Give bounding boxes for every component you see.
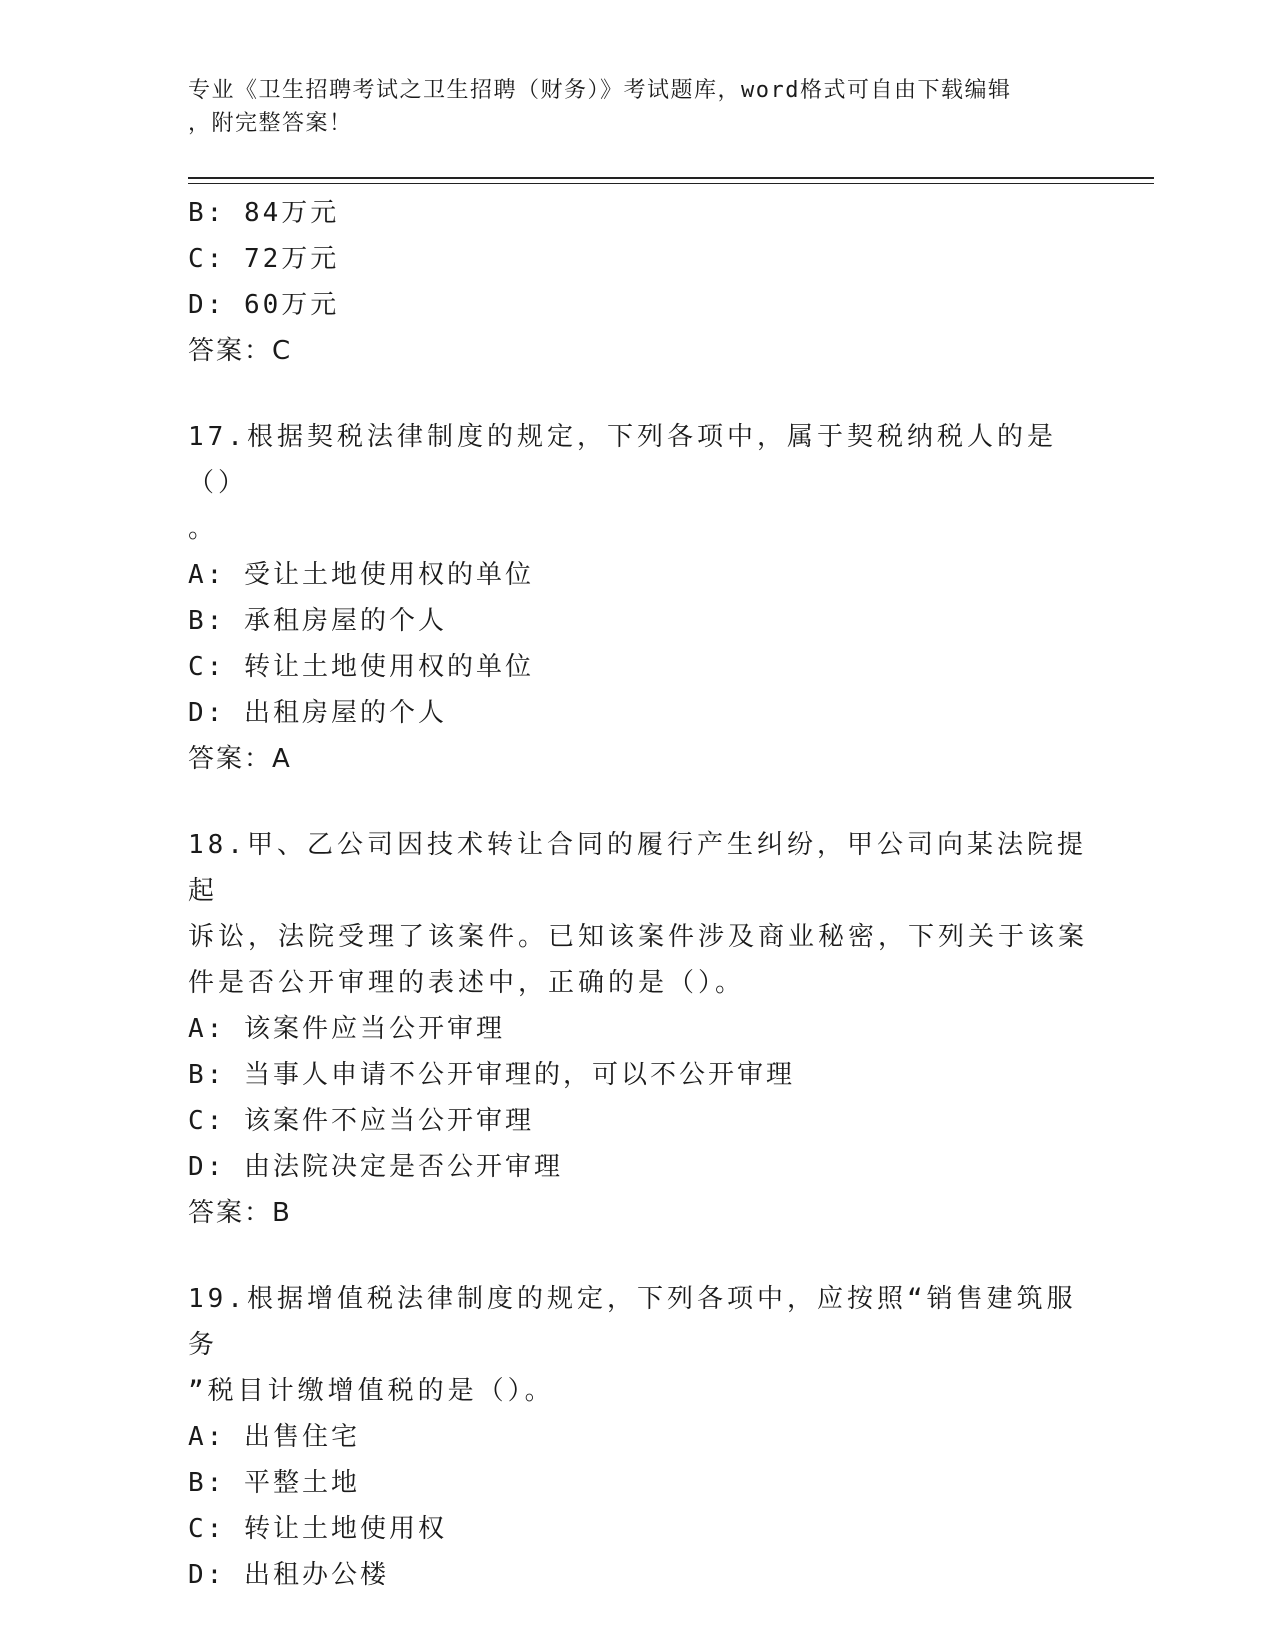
header-divider-thin xyxy=(188,183,1154,184)
question-stem-line: ”税目计缴增值税的是（）。 xyxy=(188,1376,555,1406)
document-header xyxy=(188,74,1088,140)
header-line-2: ，附完整答案！ xyxy=(188,111,353,136)
question-stem-line: 件是否公开审理的表述中，正确的是（）。 xyxy=(188,968,746,998)
question-stem-line: 17.根据契税法律制度的规定，下列各项中，属于契税纳税人的是（） xyxy=(188,422,1057,498)
option-c: C: 转让土地使用权 xyxy=(188,1514,447,1544)
option-c: C: 72万元 xyxy=(188,244,340,274)
question-17 xyxy=(188,414,1088,782)
option-d: D: 60万元 xyxy=(188,290,340,320)
option-b: B: 当事人申请不公开审理的，可以不公开审理 xyxy=(188,1060,795,1090)
question-stem xyxy=(188,1276,1088,1414)
question-19 xyxy=(188,1276,1088,1598)
option-d: D: 由法院决定是否公开审理 xyxy=(188,1152,563,1182)
question-content xyxy=(188,190,1088,1598)
option-d: D: 出租办公楼 xyxy=(188,1560,389,1590)
option-a: A: 该案件应当公开审理 xyxy=(188,1014,505,1044)
question-stem-line: 。 xyxy=(188,514,219,544)
option-c: C: 转让土地使用权的单位 xyxy=(188,652,534,682)
question-stem-line: 18.甲、乙公司因技术转让合同的履行产生纠纷，甲公司向某法院提起 xyxy=(188,830,1087,906)
answer-line: 答案：B xyxy=(188,1198,292,1228)
option-a: A: 受让土地使用权的单位 xyxy=(188,560,534,590)
question-18 xyxy=(188,822,1088,1236)
option-d: D: 出租房屋的个人 xyxy=(188,698,447,728)
question-stem-line: 19.根据增值税法律制度的规定，下列各项中，应按照“销售建筑服务 xyxy=(188,1284,1077,1360)
answer-line: 答案：A xyxy=(188,744,292,774)
question-stem-line: 诉讼，法院受理了该案件。已知该案件涉及商业秘密，下列关于该案 xyxy=(188,922,1089,952)
option-c: C: 该案件不应当公开审理 xyxy=(188,1106,534,1136)
option-b: B: 84万元 xyxy=(188,198,340,228)
header-line-1: 专业《卫生招聘考试之卫生招聘（财务）》考试题库，word格式可自由下载编辑 xyxy=(188,78,1012,103)
option-b: B: 平整土地 xyxy=(188,1468,360,1498)
question-stem xyxy=(188,822,1088,1006)
header-divider-thick xyxy=(188,177,1154,179)
option-a: A: 出售住宅 xyxy=(188,1422,360,1452)
question-stem xyxy=(188,414,1088,552)
answer-line: 答案：C xyxy=(188,336,293,366)
option-b: B: 承租房屋的个人 xyxy=(188,606,447,636)
previous-question-tail xyxy=(188,190,1088,374)
